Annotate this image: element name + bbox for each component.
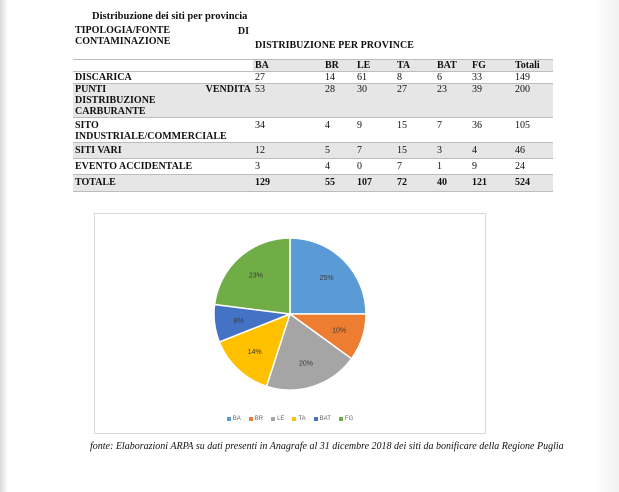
table-cell: 149 xyxy=(513,72,553,84)
table-cell: 39 xyxy=(470,84,513,118)
table-row xyxy=(73,159,553,175)
total-cell: 129 xyxy=(253,175,323,192)
table-cell: 3 xyxy=(253,159,323,175)
table-cell: 53 xyxy=(253,84,323,118)
column-header-ba: BA xyxy=(253,60,323,72)
row-label: SITI VARI xyxy=(73,143,253,159)
legend-item-fg xyxy=(339,416,353,422)
province-distribution-table xyxy=(73,25,553,192)
table-cell: 4 xyxy=(323,159,355,175)
pie-label-ta: 14% xyxy=(247,349,262,357)
table-cell: 9 xyxy=(470,159,513,175)
document-title: Distribuzione dei siti per provincia xyxy=(92,11,248,22)
pie-label-bat: 8% xyxy=(233,317,244,325)
table-row xyxy=(73,72,553,84)
row-label: DISCARICA xyxy=(73,72,253,84)
legend-label: BAT xyxy=(319,416,331,422)
row-label-part: VENDITA xyxy=(205,84,251,95)
table-cell: 27 xyxy=(395,84,435,118)
table-cell: 4 xyxy=(470,143,513,159)
header-tipologia xyxy=(73,25,253,60)
pie-label-fg: 23% xyxy=(248,272,263,280)
legend-item-le xyxy=(271,416,284,422)
table-cell: 9 xyxy=(355,118,395,143)
column-header-fg: FG xyxy=(470,60,513,72)
pie-chart xyxy=(95,214,485,414)
table-cell: 7 xyxy=(355,143,395,159)
table-cell: 7 xyxy=(395,159,435,175)
total-cell: 40 xyxy=(435,175,470,192)
header-tipologia-di: DI xyxy=(237,26,249,37)
header-distribuzione: DISTRIBUZIONE PER PROVINCE xyxy=(255,39,414,51)
legend-swatch xyxy=(314,417,318,421)
column-header-bat: BAT xyxy=(435,60,470,72)
table-cell: 1 xyxy=(435,159,470,175)
row-label-part: SITO xyxy=(75,120,99,131)
column-header-ta: TA xyxy=(395,60,435,72)
table-cell: 12 xyxy=(253,143,323,159)
legend-item-bat xyxy=(314,416,331,422)
legend-swatch xyxy=(249,417,253,421)
table-cell: 15 xyxy=(395,118,435,143)
table-cell: 0 xyxy=(355,159,395,175)
row-label xyxy=(73,84,253,118)
table-cell: 28 xyxy=(323,84,355,118)
table-cell: 14 xyxy=(323,72,355,84)
table-row xyxy=(73,118,553,143)
row-label-part: CARBURANTE xyxy=(75,106,146,117)
header-tipologia-line2: CONTAMINAZIONE xyxy=(75,36,171,47)
table-cell: 23 xyxy=(435,84,470,118)
table-cell: 36 xyxy=(470,118,513,143)
row-label-part: DISTRIBUZIONE xyxy=(75,95,156,106)
total-cell: 524 xyxy=(513,175,553,192)
legend-swatch xyxy=(292,417,296,421)
total-cell: 121 xyxy=(470,175,513,192)
row-label-part: PUNTI xyxy=(75,84,107,95)
table-cell: 7 xyxy=(435,118,470,143)
legend-swatch xyxy=(271,417,275,421)
table-row xyxy=(73,84,553,118)
pie-label-ba: 25% xyxy=(319,274,334,282)
legend-item-ba xyxy=(227,416,241,422)
total-cell: 72 xyxy=(395,175,435,192)
table-cell: 33 xyxy=(470,72,513,84)
column-header-le: LE xyxy=(355,60,395,72)
legend-label: BR xyxy=(254,416,264,422)
table-cell: 46 xyxy=(513,143,553,159)
table-cell: 61 xyxy=(355,72,395,84)
legend-swatch xyxy=(227,417,231,421)
table-cell: 5 xyxy=(323,143,355,159)
legend-swatch xyxy=(339,417,343,421)
table-cell: 4 xyxy=(323,118,355,143)
total-row xyxy=(73,175,553,192)
table-cell: 15 xyxy=(395,143,435,159)
column-header-empty xyxy=(73,60,253,72)
header-tipologia-line1: TIPOLOGIA/FONTE xyxy=(75,25,171,36)
table-cell: 105 xyxy=(513,118,553,143)
table-cell: 30 xyxy=(355,84,395,118)
table-cell: 24 xyxy=(513,159,553,175)
table-cell: 34 xyxy=(253,118,323,143)
legend-item-ta xyxy=(292,416,305,422)
total-label: TOTALE xyxy=(73,175,253,192)
column-header-br: BR xyxy=(323,60,355,72)
total-cell: 55 xyxy=(323,175,355,192)
total-cell: 107 xyxy=(355,175,395,192)
legend-item-br xyxy=(249,416,263,422)
pie-chart-frame xyxy=(94,213,486,434)
legend-label: FG xyxy=(344,416,354,422)
legend-label: TA xyxy=(298,416,306,422)
row-label: EVENTO ACCIDENTALE xyxy=(73,159,253,175)
page-left-shadow xyxy=(0,0,8,492)
table-cell: 27 xyxy=(253,72,323,84)
legend-label: LE xyxy=(277,416,285,422)
pie-label-br: 10% xyxy=(332,327,347,335)
table-cell: 200 xyxy=(513,84,553,118)
table-cell: 6 xyxy=(435,72,470,84)
row-label xyxy=(73,118,253,143)
table-row xyxy=(73,143,553,159)
legend-label: BA xyxy=(232,416,241,422)
chart-legend xyxy=(95,416,485,422)
column-header-row xyxy=(73,60,553,72)
column-header-totali: Totali xyxy=(513,60,553,72)
pie-label-le: 20% xyxy=(298,360,313,368)
row-label-part: INDUSTRIALE/COMMERCIALE xyxy=(75,131,227,142)
source-caption: fonte: Elaborazioni ARPA su dati presenti in Anagrafe al 31 dicembre 2018 dei siti da bonificare della Regione Puglia xyxy=(90,441,564,452)
table-cell: 8 xyxy=(395,72,435,84)
page-right-edge xyxy=(593,0,619,492)
table-cell: 3 xyxy=(435,143,470,159)
